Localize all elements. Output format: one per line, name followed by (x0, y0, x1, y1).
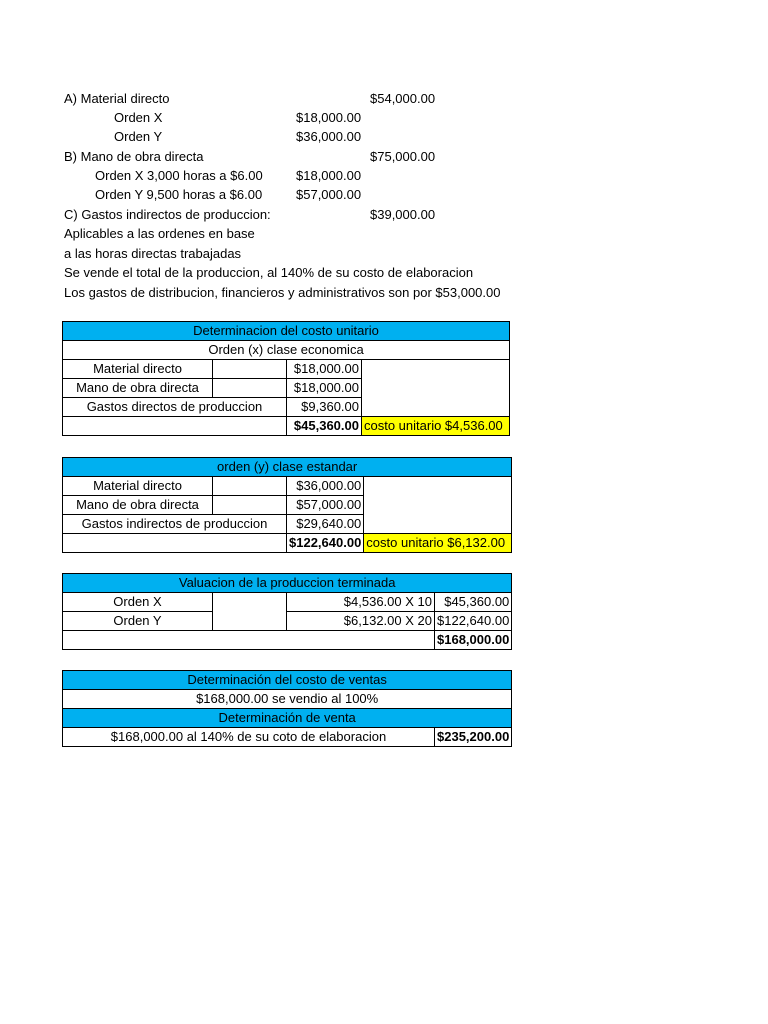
row-value: $57,000.00 (287, 496, 364, 515)
table-row (63, 612, 512, 631)
gastos-indirectos-total: $39,000.00 (370, 207, 436, 222)
row-value: $29,640.00 (287, 515, 364, 534)
row-value: $18,000.00 (287, 360, 362, 379)
empty-cell (364, 477, 512, 534)
mano-obra-label: B) Mano de obra directa (64, 149, 204, 164)
table-row (63, 593, 512, 612)
material-orden-y-value: $36,000.00 (296, 129, 362, 144)
table1-total: $45,360.00 (287, 417, 362, 436)
note-line-4: Los gastos de distribucion, financieros y administrativos son por $53,000.00 (64, 285, 501, 300)
table4-title: Determinación del costo de ventas (63, 671, 512, 690)
material-orden-x-value: $18,000.00 (296, 110, 362, 125)
valuacion-produccion-table (62, 573, 512, 650)
total-row (63, 417, 510, 436)
row-label: Mano de obra directa (63, 496, 213, 515)
row-label: Mano de obra directa (63, 379, 213, 398)
mano-orden-y-label: Orden Y 9,500 horas a $6.00 (95, 187, 263, 202)
empty-cell (213, 379, 287, 398)
row-label: Material directo (63, 360, 213, 379)
row-label: Material directo (63, 477, 213, 496)
note-line-2: a las horas directas trabajadas (64, 246, 242, 261)
material-orden-x-label: Orden X (114, 110, 163, 125)
row-value: $9,360.00 (287, 398, 362, 417)
table4-sale-value: $235,200.00 (435, 728, 512, 747)
note-line-1: Aplicables a las ordenes en base (64, 226, 255, 241)
table4-sold: $168,000.00 se vendio al 100% (63, 690, 512, 709)
empty-cell (213, 496, 287, 515)
row-label: Gastos directos de produccion (63, 398, 287, 417)
mano-orden-x-value: $18,000.00 (296, 168, 362, 183)
empty-cell (63, 417, 287, 436)
mano-orden-y-value: $57,000.00 (296, 187, 362, 202)
table1-subtitle: Orden (x) clase economica (63, 341, 510, 360)
row-value: $45,360.00 (435, 593, 512, 612)
empty-cell (362, 360, 510, 417)
material-orden-y-label: Orden Y (114, 129, 163, 144)
table2-total: $122,640.00 (287, 534, 364, 553)
row-value: $122,640.00 (435, 612, 512, 631)
material-directo-label: A) Material directo (64, 91, 170, 106)
table4-sale-text: $168,000.00 al 140% de su coto de elaboracion (63, 728, 435, 747)
total-row (63, 534, 512, 553)
empty-cell (213, 477, 287, 496)
total-row (63, 631, 512, 650)
costo-unitario-x-table (62, 321, 510, 436)
empty-cell (213, 593, 287, 631)
table-row (63, 477, 512, 496)
row-calc: $6,132.00 X 20 (287, 612, 435, 631)
costo-unitario-y-table (62, 457, 512, 553)
table2-title: orden (y) clase estandar (63, 458, 512, 477)
material-directo-total: $54,000.00 (370, 91, 436, 106)
row-value: $18,000.00 (287, 379, 362, 398)
empty-cell (63, 534, 287, 553)
row-value: $36,000.00 (287, 477, 364, 496)
total-row (63, 728, 512, 747)
empty-cell (213, 360, 287, 379)
table2-unit-cost: costo unitario $6,132.00 (364, 534, 512, 553)
row-label: Orden Y (63, 612, 213, 631)
table-row (63, 360, 510, 379)
row-calc: $4,536.00 X 10 (287, 593, 435, 612)
empty-cell (63, 631, 435, 650)
table4-subtitle: Determinación de venta (63, 709, 512, 728)
table1-unit-cost: costo unitario $4,536.00 (362, 417, 510, 436)
costo-ventas-table (62, 670, 512, 747)
mano-orden-x-label: Orden X 3,000 horas a $6.00 (95, 168, 263, 183)
table3-title: Valuacion de la produccion terminada (63, 574, 512, 593)
row-label: Orden X (63, 593, 213, 612)
table1-title: Determinacion del costo unitario (63, 322, 510, 341)
row-label: Gastos indirectos de produccion (63, 515, 287, 534)
note-line-3: Se vende el total de la produccion, al 140% de su costo de elaboracion (64, 265, 474, 280)
gastos-indirectos-label: C) Gastos indirectos de produccion: (64, 207, 271, 222)
table3-total: $168,000.00 (435, 631, 512, 650)
mano-obra-total: $75,000.00 (370, 149, 436, 164)
